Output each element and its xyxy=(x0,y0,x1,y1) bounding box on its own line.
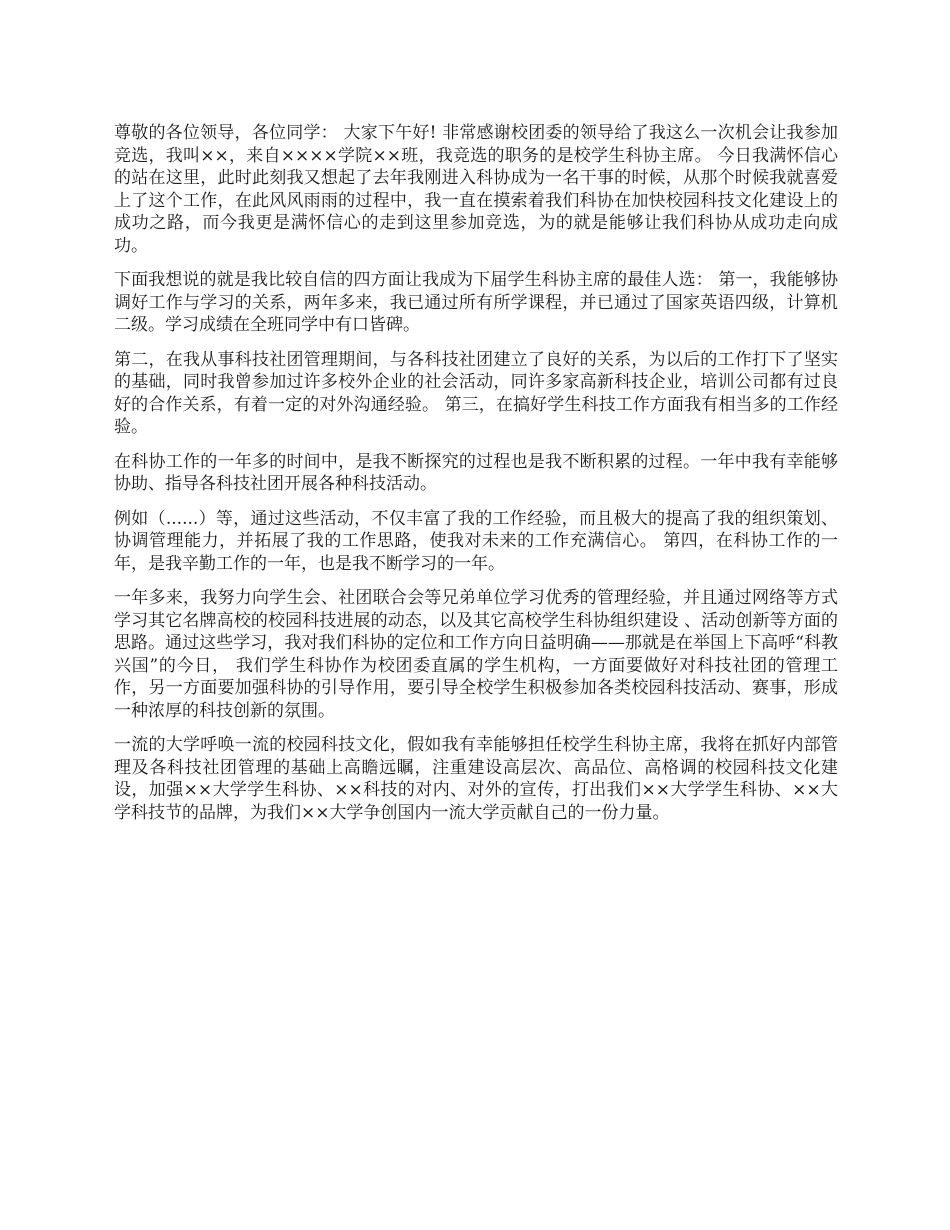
paragraph-5: 例如（......）等，通过这些活动，不仅丰富了我的工作经验，而且极大的提高了我的组织策划、协调管理能力，并拓展了我的工作思路，使我对未来的工作充满信心。 第四，在科协工作的一年，是我辛勤工作的一年，也是我不断学习的一年。 xyxy=(114,508,838,574)
document-body xyxy=(114,122,838,836)
paragraph-4: 在科协工作的一年多的时间中，是我不断探究的过程也是我不断积累的过程。一年中我有幸能够协助、指导各科技社团开展各种科技活动。 xyxy=(114,451,838,494)
paragraph-7: 一流的大学呼唤一流的校园科技文化，假如我有幸能够担任校学生科协主席，我将在抓好内部管理及各科技社团管理的基础上高瞻远瞩，注重建设高层次、高品位、高格调的校园科技文化建设，加强××大学学生科协、××科技的对内、对外的宣传，打出我们××大学学生科协、××大学科技节的品牌，为我们××大学争创国内一流大学贡献自己的一份力量。 xyxy=(114,735,838,823)
paragraph-3: 第二，在我从事科技社团管理期间，与各科技社团建立了良好的关系，为以后的工作打下了坚实的基础，同时我曾参加过许多校外企业的社会活动，同许多家高新科技企业，培训公司都有过良好的合作关系，有着一定的对外沟通经验。 第三，在搞好学生科技工作方面我有相当多的工作经验。 xyxy=(114,349,838,437)
paragraph-1: 尊敬的各位领导，各位同学： 大家下午好! 非常感谢校团委的领导给了我这么一次机会让我参加竞选，我叫××，来自××××学院××班，我竞选的职务的是校学生科协主席。 今日我满怀信心的站在这里，此时此刻我又想起了去年我刚进入科协成为一名干事的时候，从那个时候我就喜爱上了这个工作，在此风风雨雨的过程中，我一直在摸索着我们科协在加快校园科技文化建设上的成功之路，而今我更是满怀信心的走到这里参加竞选，为的就是能够让我们科协从成功走向成功。 xyxy=(114,123,838,256)
paragraph-2: 下面我想说的就是我比较自信的四方面让我成为下届学生科协主席的最佳人选： 第一，我能够协调好工作与学习的关系，两年多来，我已通过所有所学课程，并已通过了国家英语四级，计算机二级。学习成绩在全班同学中有口皆碑。 xyxy=(114,270,838,335)
paragraph-6: 一年多来，我努力向学生会、社团联合会等兄弟单位学习优秀的管理经验，并且通过网络等方式学习其它名牌高校的校园科技进展的动态，以及其它高校学生科协组织建设 、活动创新等方面的思路。通过这些学习，我对我们科协的定位和工作方向日益明确——那就是在举国上下高呼“科教兴国”的今日， 我们学生科协作为校团委直属的学生机构，一方面要做好对科技社团的管理工作，另一方面要加强科协的引导作用，要引导全校学生积极参加各类校园科技活动、赛事，形成一种浓厚的科技创新的氛围。 xyxy=(114,588,838,721)
